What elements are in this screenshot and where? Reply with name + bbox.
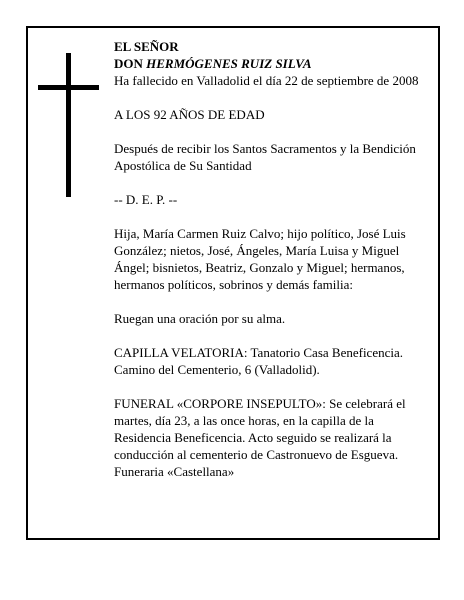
funeral-info — [114, 395, 430, 480]
death-info: Ha fallecido en Valladolid el día 22 de septiembre de 2008 — [114, 73, 419, 88]
rest-in-peace: -- D. E. P. -- — [114, 192, 178, 207]
chapel-info: CAPILLA VELATORIA: Tanatorio Casa Beneficencia. Camino del Cementerio, 6 (Valladolid). — [114, 345, 404, 377]
obituary-text — [114, 38, 430, 480]
deceased-title: EL SEÑOR — [114, 39, 179, 54]
prayer-request: Ruegan una oración por su alma. — [114, 311, 286, 326]
funeral-details: FUNERAL «CORPORE INSEPULTO»: Se celebrará el martes, día 23, a las once horas, en la capilla de la Residencia Beneficencia. Acto seguido se realizará la conducción al cementerio de Castronuevo de Esgueva. — [114, 396, 406, 462]
deceased-name-line — [114, 55, 430, 72]
cross-vertical-bar — [66, 53, 71, 197]
family-paragraph: Hija, María Carmen Ruiz Calvo; hijo político, José Luis González; nietos, José, Ángeles, María Luisa y Miguel Ángel; bisnietos, Beatriz, Gonzalo y Miguel; hermanos, hermanos políticos, sobrinos y demás familia: — [114, 226, 406, 292]
sacraments-paragraph: Después de recibir los Santos Sacramentos y la Bendición Apostólica de Su Santidad — [114, 141, 416, 173]
cross-horizontal-bar — [38, 85, 99, 90]
header-block — [114, 38, 430, 89]
age-line: A LOS 92 AÑOS DE EDAD — [114, 107, 265, 122]
deceased-name: HERMÓGENES RUIZ SILVA — [146, 56, 312, 71]
funeral-home: Funeraria «Castellana» — [114, 464, 235, 479]
name-prefix: DON — [114, 56, 147, 71]
